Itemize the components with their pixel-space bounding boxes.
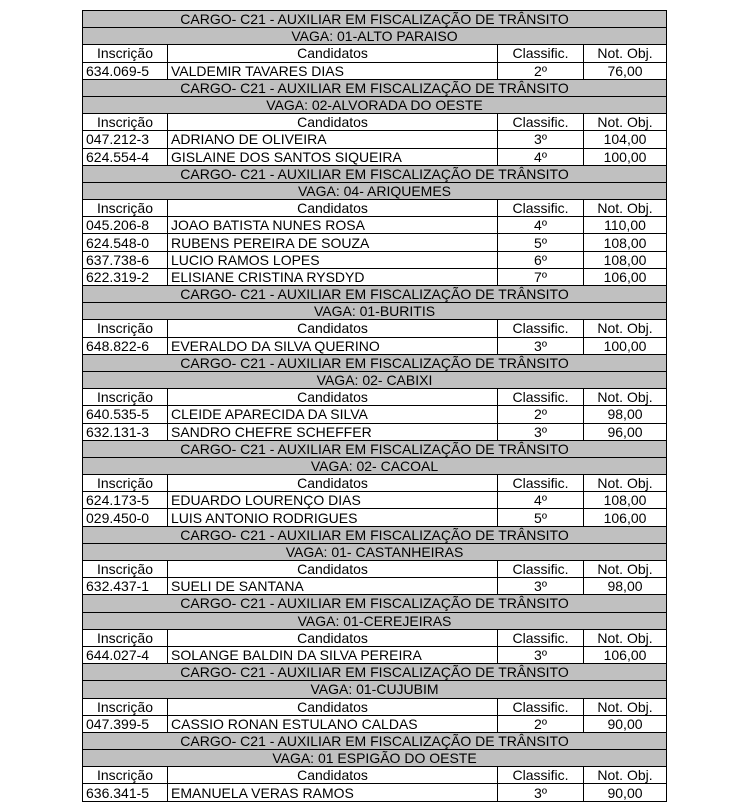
candidate-row — [83, 148, 667, 165]
nota-cell: 98,00 — [584, 406, 667, 423]
column-header-row — [83, 114, 667, 131]
candidate-row — [83, 234, 667, 251]
nota-cell: 108,00 — [584, 492, 667, 509]
inscricao-cell: 624.548-0 — [83, 234, 168, 251]
classific-cell: 5º — [498, 234, 584, 251]
classific-cell: 4º — [498, 492, 584, 509]
cargo-heading: CARGO- C21 - AUXILIAR EM FISCALIZAÇÃO DE TRÂNSITO — [83, 165, 667, 182]
header-inscricao: Inscrição — [83, 45, 168, 62]
vaga-heading: VAGA: 02- CACOAL — [83, 457, 667, 474]
inscricao-cell: 648.822-6 — [83, 337, 168, 354]
classific-cell: 6º — [498, 251, 584, 268]
header-classific: Classific. — [498, 320, 584, 337]
candidate-row — [83, 217, 667, 234]
vaga-heading: VAGA: 01-CEREJEIRAS — [83, 612, 667, 629]
candidate-name-cell: GISLAINE DOS SANTOS SIQUEIRA — [168, 148, 498, 165]
header-candidatos: Candidatos — [168, 389, 498, 406]
inscricao-cell: 637.738-6 — [83, 251, 168, 268]
candidate-row — [83, 423, 667, 440]
vaga-heading: VAGA: 01-BURITIS — [83, 303, 667, 320]
vaga-row — [83, 182, 667, 199]
vaga-row — [83, 457, 667, 474]
header-not-obj: Not. Obj. — [584, 114, 667, 131]
vaga-heading: VAGA: 01-CUJUBIM — [83, 681, 667, 698]
header-not-obj: Not. Obj. — [584, 629, 667, 646]
classific-cell: 2º — [498, 62, 584, 79]
cargo-heading: CARGO- C21 - AUXILIAR EM FISCALIZAÇÃO DE TRÂNSITO — [83, 526, 667, 543]
classific-cell: 2º — [498, 406, 584, 423]
candidate-name-cell: JOAO BATISTA NUNES ROSA — [168, 217, 498, 234]
candidate-name-cell: CLEIDE APARECIDA DA SILVA — [168, 406, 498, 423]
classific-cell: 7º — [498, 268, 584, 285]
cargo-heading: CARGO- C21 - AUXILIAR EM FISCALIZAÇÃO DE TRÂNSITO — [83, 79, 667, 96]
candidate-name-cell: CASSIO RONAN ESTULANO CALDAS — [168, 715, 498, 732]
column-header-row — [83, 200, 667, 217]
candidate-row — [83, 492, 667, 509]
header-classific: Classific. — [498, 561, 584, 578]
candidate-name-cell: SUELI DE SANTANA — [168, 578, 498, 595]
header-candidatos: Candidatos — [168, 200, 498, 217]
nota-cell: 90,00 — [584, 715, 667, 732]
header-inscricao: Inscrição — [83, 767, 168, 784]
column-header-row — [83, 389, 667, 406]
vaga-row — [83, 28, 667, 45]
header-classific: Classific. — [498, 114, 584, 131]
cargo-row — [83, 595, 667, 612]
cargo-heading: CARGO- C21 - AUXILIAR EM FISCALIZAÇÃO DE TRÂNSITO — [83, 732, 667, 749]
candidate-row — [83, 406, 667, 423]
header-not-obj: Not. Obj. — [584, 45, 667, 62]
cargo-row — [83, 354, 667, 371]
candidate-row — [83, 337, 667, 354]
classific-cell: 4º — [498, 148, 584, 165]
candidate-name-cell: RUBENS PEREIRA DE SOUZA — [168, 234, 498, 251]
inscricao-cell: 636.341-5 — [83, 784, 168, 801]
classific-cell: 2º — [498, 715, 584, 732]
header-not-obj: Not. Obj. — [584, 475, 667, 492]
header-not-obj: Not. Obj. — [584, 561, 667, 578]
header-classific: Classific. — [498, 698, 584, 715]
candidate-name-cell: SOLANGE BALDIN DA SILVA PEREIRA — [168, 646, 498, 663]
cargo-heading: CARGO- C21 - AUXILIAR EM FISCALIZAÇÃO DE TRÂNSITO — [83, 286, 667, 303]
candidate-name-cell: SANDRO CHEFRE SCHEFFER — [168, 423, 498, 440]
vaga-row — [83, 303, 667, 320]
header-candidatos: Candidatos — [168, 475, 498, 492]
header-inscricao: Inscrição — [83, 200, 168, 217]
nota-cell: 96,00 — [584, 423, 667, 440]
header-classific: Classific. — [498, 629, 584, 646]
header-candidatos: Candidatos — [168, 561, 498, 578]
header-not-obj: Not. Obj. — [584, 320, 667, 337]
cargo-row — [83, 440, 667, 457]
column-header-row — [83, 475, 667, 492]
vaga-heading: VAGA: 02- CABIXI — [83, 371, 667, 388]
nota-cell: 90,00 — [584, 784, 667, 801]
classific-cell: 3º — [498, 578, 584, 595]
candidate-name-cell: EMANUELA VERAS RAMOS — [168, 784, 498, 801]
candidate-row — [83, 646, 667, 663]
cargo-row — [83, 11, 667, 28]
column-header-row — [83, 561, 667, 578]
nota-cell: 108,00 — [584, 251, 667, 268]
classific-cell: 3º — [498, 131, 584, 148]
column-header-row — [83, 320, 667, 337]
cargo-heading: CARGO- C21 - AUXILIAR EM FISCALIZAÇÃO DE TRÂNSITO — [83, 595, 667, 612]
column-header-row — [83, 45, 667, 62]
column-header-row — [83, 767, 667, 784]
cargo-heading: CARGO- C21 - AUXILIAR EM FISCALIZAÇÃO DE TRÂNSITO — [83, 354, 667, 371]
vaga-row — [83, 96, 667, 113]
candidate-row — [83, 251, 667, 268]
inscricao-cell: 045.206-8 — [83, 217, 168, 234]
candidate-row — [83, 268, 667, 285]
classific-cell: 4º — [498, 217, 584, 234]
nota-cell: 106,00 — [584, 268, 667, 285]
header-inscricao: Inscrição — [83, 629, 168, 646]
classific-cell: 3º — [498, 646, 584, 663]
inscricao-cell: 634.069-5 — [83, 62, 168, 79]
inscricao-cell: 624.554-4 — [83, 148, 168, 165]
classific-cell: 3º — [498, 337, 584, 354]
header-classific: Classific. — [498, 389, 584, 406]
header-not-obj: Not. Obj. — [584, 200, 667, 217]
column-header-row — [83, 698, 667, 715]
cargo-heading: CARGO- C21 - AUXILIAR EM FISCALIZAÇÃO DE TRÂNSITO — [83, 440, 667, 457]
candidate-name-cell: EDUARDO LOURENÇO DIAS — [168, 492, 498, 509]
cargo-row — [83, 526, 667, 543]
cargo-row — [83, 664, 667, 681]
results-table — [82, 10, 667, 802]
nota-cell: 76,00 — [584, 62, 667, 79]
nota-cell: 98,00 — [584, 578, 667, 595]
inscricao-cell: 632.437-1 — [83, 578, 168, 595]
nota-cell: 106,00 — [584, 646, 667, 663]
vaga-heading: VAGA: 02-ALVORADA DO OESTE — [83, 96, 667, 113]
cargo-row — [83, 732, 667, 749]
header-not-obj: Not. Obj. — [584, 389, 667, 406]
inscricao-cell: 622.319-2 — [83, 268, 168, 285]
vaga-row — [83, 543, 667, 560]
inscricao-cell: 047.399-5 — [83, 715, 168, 732]
header-inscricao: Inscrição — [83, 475, 168, 492]
candidate-name-cell: ELISIANE CRISTINA RYSDYD — [168, 268, 498, 285]
header-inscricao: Inscrição — [83, 389, 168, 406]
header-not-obj: Not. Obj. — [584, 767, 667, 784]
header-inscricao: Inscrição — [83, 561, 168, 578]
vaga-heading: VAGA: 01 ESPIGÃO DO OESTE — [83, 750, 667, 767]
candidate-row — [83, 62, 667, 79]
header-candidatos: Candidatos — [168, 320, 498, 337]
header-candidatos: Candidatos — [168, 767, 498, 784]
candidate-row — [83, 509, 667, 526]
header-inscricao: Inscrição — [83, 320, 168, 337]
header-inscricao: Inscrição — [83, 114, 168, 131]
candidate-row — [83, 131, 667, 148]
candidate-name-cell: EVERALDO DA SILVA QUERINO — [168, 337, 498, 354]
nota-cell: 100,00 — [584, 148, 667, 165]
classific-cell: 5º — [498, 509, 584, 526]
vaga-heading: VAGA: 04- ARIQUEMES — [83, 182, 667, 199]
candidate-name-cell: LUCIO RAMOS LOPES — [168, 251, 498, 268]
candidate-name-cell: LUIS ANTONIO RODRIGUES — [168, 509, 498, 526]
inscricao-cell: 632.131-3 — [83, 423, 168, 440]
vaga-heading: VAGA: 01- CASTANHEIRAS — [83, 543, 667, 560]
vaga-row — [83, 371, 667, 388]
header-not-obj: Not. Obj. — [584, 698, 667, 715]
inscricao-cell: 640.535-5 — [83, 406, 168, 423]
candidate-row — [83, 578, 667, 595]
inscricao-cell: 047.212-3 — [83, 131, 168, 148]
candidate-name-cell: VALDEMIR TAVARES DIAS — [168, 62, 498, 79]
inscricao-cell: 029.450-0 — [83, 509, 168, 526]
vaga-row — [83, 681, 667, 698]
header-candidatos: Candidatos — [168, 114, 498, 131]
classific-cell: 3º — [498, 784, 584, 801]
cargo-row — [83, 79, 667, 96]
candidate-row — [83, 784, 667, 801]
cargo-heading: CARGO- C21 - AUXILIAR EM FISCALIZAÇÃO DE TRÂNSITO — [83, 11, 667, 28]
header-inscricao: Inscrição — [83, 698, 168, 715]
header-classific: Classific. — [498, 200, 584, 217]
classific-cell: 3º — [498, 423, 584, 440]
header-candidatos: Candidatos — [168, 698, 498, 715]
nota-cell: 100,00 — [584, 337, 667, 354]
nota-cell: 110,00 — [584, 217, 667, 234]
candidate-name-cell: ADRIANO DE OLIVEIRA — [168, 131, 498, 148]
header-candidatos: Candidatos — [168, 45, 498, 62]
candidate-row — [83, 715, 667, 732]
cargo-heading: CARGO- C21 - AUXILIAR EM FISCALIZAÇÃO DE TRÂNSITO — [83, 664, 667, 681]
nota-cell: 106,00 — [584, 509, 667, 526]
header-classific: Classific. — [498, 475, 584, 492]
header-classific: Classific. — [498, 767, 584, 784]
header-candidatos: Candidatos — [168, 629, 498, 646]
nota-cell: 108,00 — [584, 234, 667, 251]
vaga-row — [83, 750, 667, 767]
nota-cell: 104,00 — [584, 131, 667, 148]
vaga-row — [83, 612, 667, 629]
inscricao-cell: 624.173-5 — [83, 492, 168, 509]
inscricao-cell: 644.027-4 — [83, 646, 168, 663]
cargo-row — [83, 286, 667, 303]
vaga-heading: VAGA: 01-ALTO PARAISO — [83, 28, 667, 45]
cargo-row — [83, 165, 667, 182]
column-header-row — [83, 629, 667, 646]
header-classific: Classific. — [498, 45, 584, 62]
